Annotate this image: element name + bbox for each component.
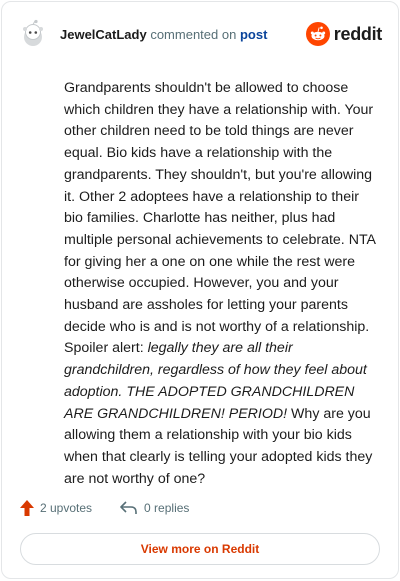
post-link[interactable]: post xyxy=(239,26,268,42)
replies-stat[interactable] xyxy=(120,501,189,515)
comment-card xyxy=(1,1,399,579)
comment-text-italic: legally they are all their grandchildren, regardless of how they feel about adoption. THE ADOPTED GRANDCHILDREN ARE GRANDCHILDREN! PERIOD! xyxy=(64,340,367,422)
reply-arrow-icon xyxy=(120,501,138,515)
comment-footer xyxy=(20,500,217,516)
comment-body xyxy=(64,78,376,490)
reddit-wordmark: reddit xyxy=(333,23,382,44)
upvotes-stat[interactable] xyxy=(20,500,92,516)
comment-text-part-1: Grandparents shouldn't be allowed to choose which children they have a relationship with. Your other children need to be told things are never equal. Bio kids have a relationship with the grandparents. They shouldn't, but you're allowing it. Other 2 adoptees have a relationship to their bio families. Charlotte has neither, plus had multiple personal achievements to celebrate. NTA for giving her a one on one while the rest were otherwise occupied. However, you and your husband are assholes for letting your parents decide who is and is not worthy of a relationship. Spoiler alert: xyxy=(64,80,376,357)
author-line xyxy=(60,27,267,42)
author-name[interactable]: JewelCatLady xyxy=(60,26,147,42)
snoo-avatar-icon[interactable] xyxy=(18,19,48,49)
comment-text-part-2: Why are you allowing them a relationship with your bio kids when that clearly is telling your adopted kids they are not worthy of one? xyxy=(64,405,373,487)
action-text: commented on xyxy=(150,26,237,42)
view-more-button[interactable]: View more on Reddit xyxy=(20,533,380,565)
upvote-arrow-icon xyxy=(20,500,34,516)
comment-header xyxy=(18,16,382,52)
upvotes-count: 2 upvotes xyxy=(40,501,93,515)
reddit-logo-icon xyxy=(306,22,330,46)
replies-count: 0 replies xyxy=(144,501,190,515)
reddit-brand[interactable] xyxy=(306,22,382,46)
